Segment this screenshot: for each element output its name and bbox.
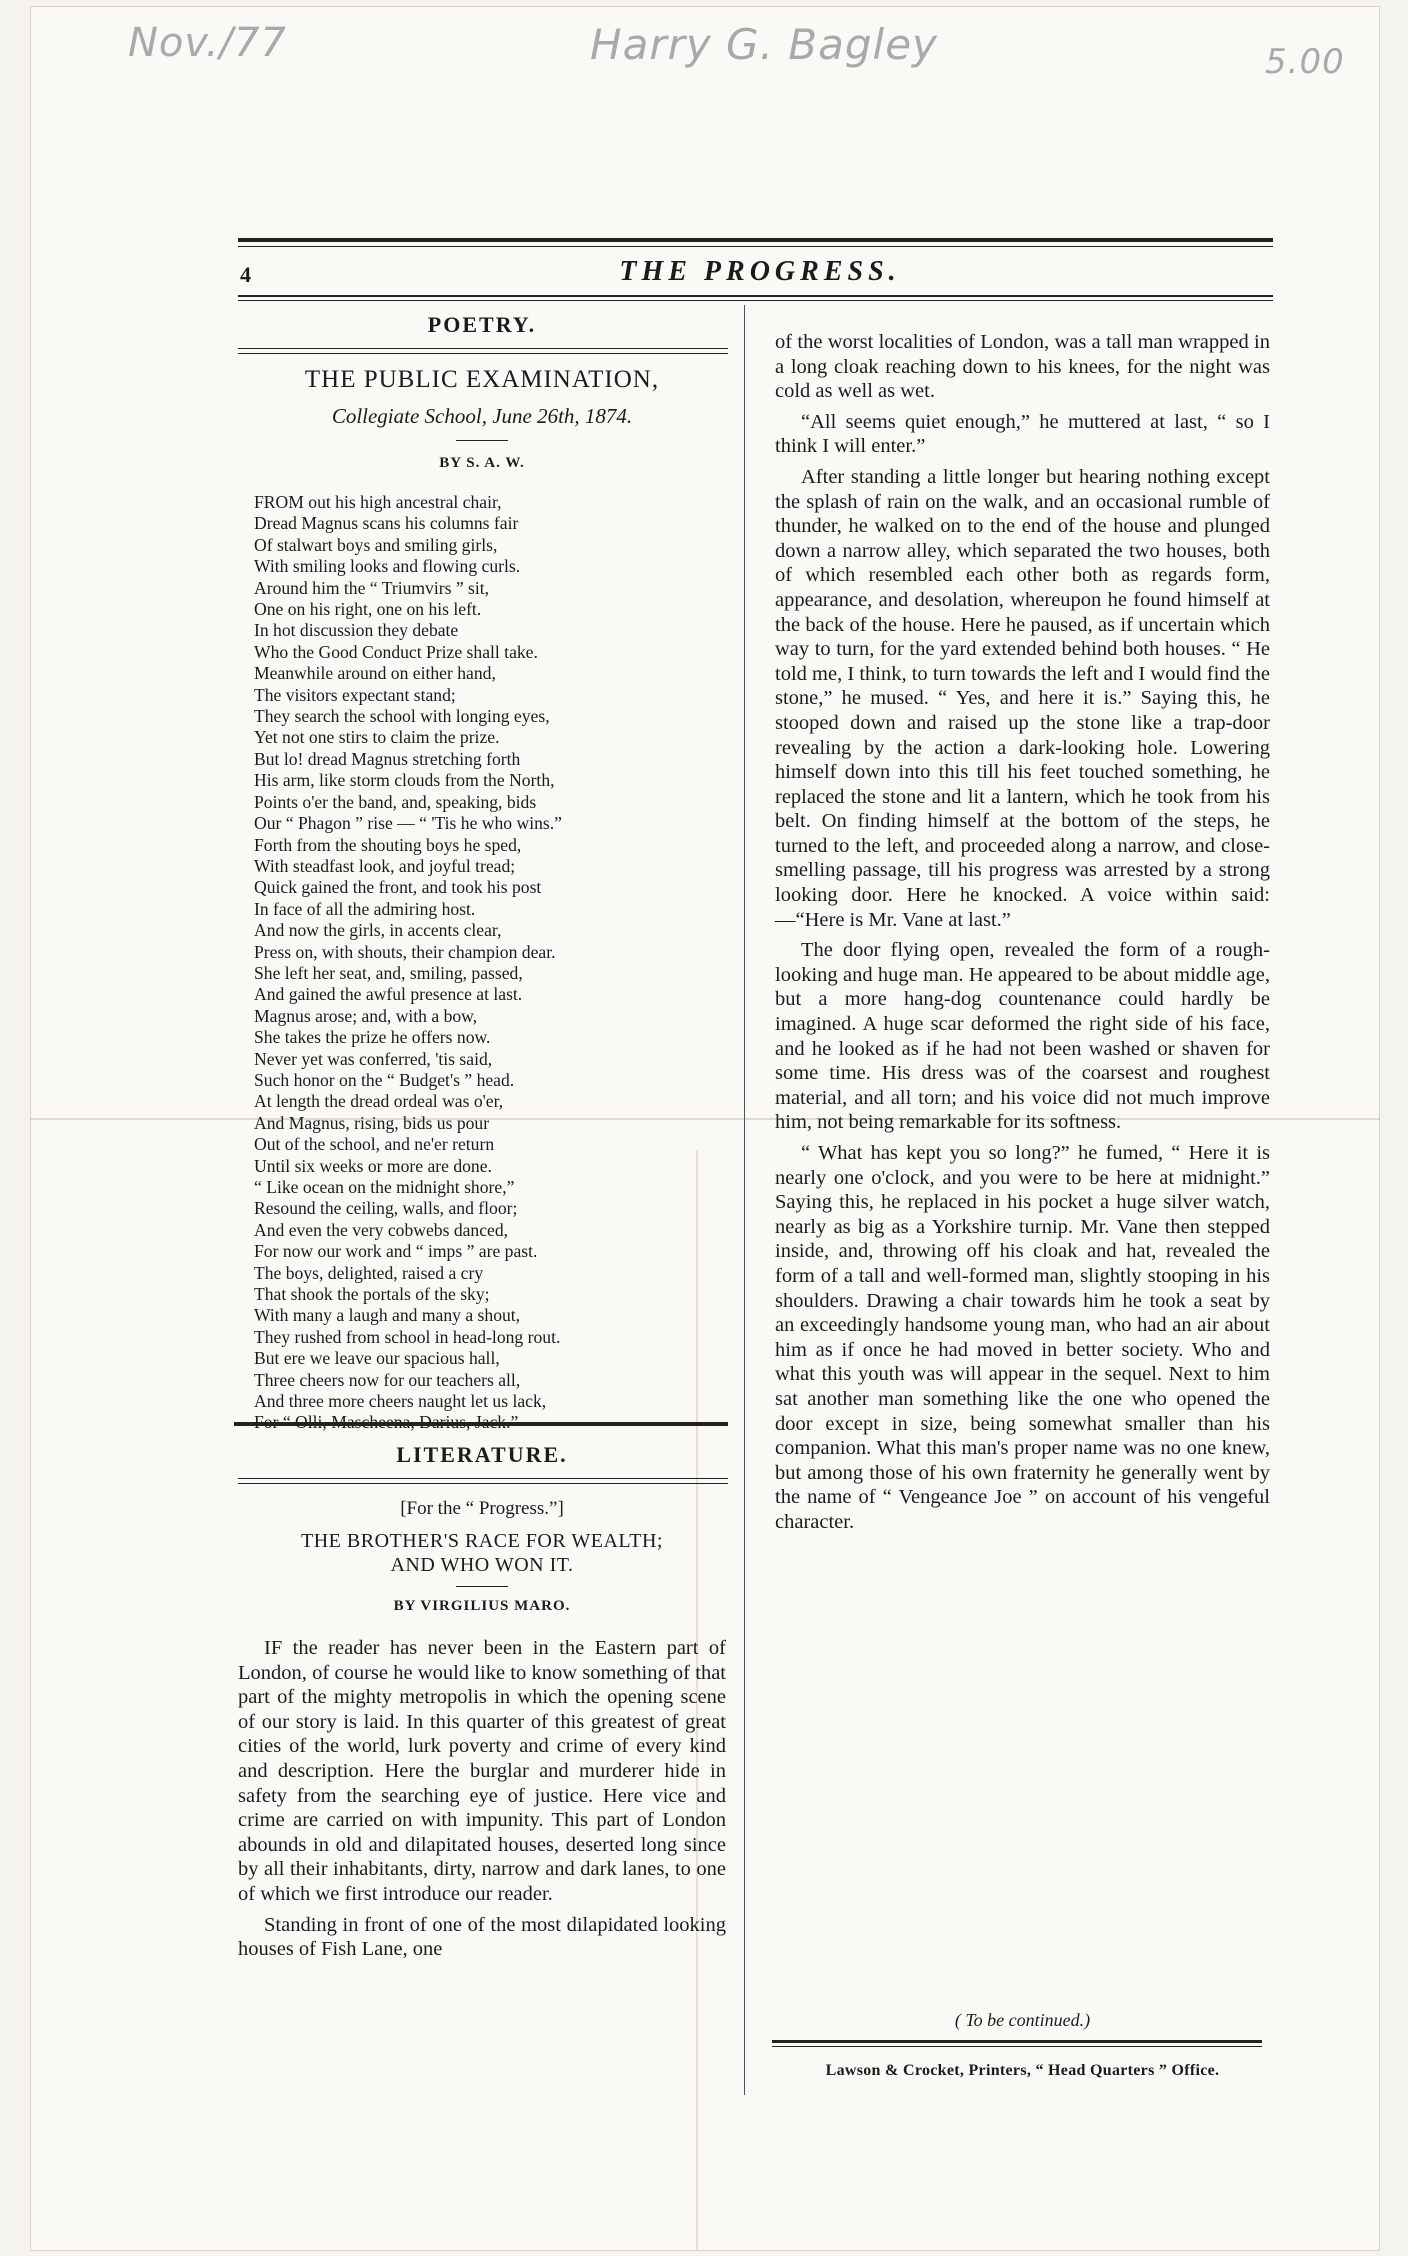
poem-line: One on his right, one on his left.: [254, 599, 482, 620]
poem-line: The visitors expectant stand;: [254, 684, 456, 705]
poem-line: And three more cheers naught let us lack,: [254, 1391, 547, 1412]
poetry-section: [236, 312, 728, 338]
poem-line: Forth from the shouting boys he sped,: [254, 834, 522, 855]
poem-line: Until six weeks or more are done.: [254, 1155, 492, 1176]
poem-line: Out of the school, and ne'er return: [254, 1134, 495, 1155]
poem-line: But ere we leave our spacious hall,: [254, 1348, 500, 1369]
printer-credit: Lawson & Crocket, Printers, “ Head Quarters ” Office.: [825, 2062, 1220, 2079]
poem-line: His arm, like storm clouds from the North,: [254, 770, 555, 791]
story-paragraph: Standing in front of one of the most dilapidated looking houses of Fish Lane, one: [238, 1913, 726, 1961]
masthead-bottom-rule-thin: [238, 300, 1273, 301]
poem-line: In hot discussion they debate: [254, 620, 459, 641]
footer-rule: [772, 2040, 1262, 2043]
story-title-line2: AND WHO WON IT.: [390, 1554, 574, 1576]
page-number: 4: [240, 262, 251, 287]
poem-line: Magnus arose; and, with a bow,: [254, 1005, 478, 1026]
poem-line: Yet not one stirs to claim the prize.: [254, 727, 500, 748]
literature-head-rule-2: [238, 1483, 728, 1484]
literature-heading: LITERATURE.: [396, 1442, 568, 1467]
masthead-bottom-rule: [238, 295, 1273, 297]
poem-line: Who the Good Conduct Prize shall take.: [254, 641, 538, 662]
poem-line: Around him the “ Triumvirs ” sit,: [254, 577, 490, 598]
poem-line: And even the very cobwebs danced,: [254, 1219, 509, 1240]
story-text-left: [238, 1636, 726, 1968]
story-paragraph: The door flying open, revealed the form of a rough-looking and huge man. He appeared to be about middle age, but a more hang-dog countenance could hardly be imagined. A huge scar deformed the right side of his face, and he looked as if he had not been washed or shaven for some time. His dress was of the coarsest and roughest material, and all torn; and his voice did not much improve him, not being remarkable for its softness.: [775, 939, 1270, 1134]
column-divider: [744, 305, 745, 2095]
story-title-line1: THE BROTHER'S RACE FOR WEALTH;: [301, 1530, 663, 1552]
poem-line: Points o'er the band, and, speaking, bids: [254, 791, 537, 812]
poem-line: Three cheers now for our teachers all,: [254, 1369, 521, 1390]
poem-line: Dread Magnus scans his columns fair: [254, 513, 519, 534]
poem-line: With smiling looks and flowing curls.: [254, 556, 521, 577]
story-paragraph: of the worst localities of London, was a tall man wrapped in a long cloak reaching down to his knees, for the night was cold as well as wet.: [775, 331, 1270, 403]
literature-head-rule: [238, 1478, 728, 1479]
poem-line: She left her seat, and, smiling, passed,: [254, 962, 523, 983]
poem-subtitle: Collegiate School, June 26th, 1874.: [331, 404, 633, 428]
poem-line: Our “ Phagon ” rise — “ 'Tis he who wins.”: [254, 813, 562, 834]
story-title-rule: [456, 1586, 508, 1587]
poem-line: She takes the prize he offers now.: [254, 1027, 491, 1048]
poem-title-rule: [456, 440, 508, 441]
handwritten-price: 5.00: [1265, 42, 1345, 82]
story-paragraph: “All seems quiet enough,” he muttered at last, “ so I think I will enter.”: [775, 410, 1270, 458]
literature-top-rule: [234, 1422, 728, 1426]
footer-rule-thin: [772, 2046, 1262, 2047]
story-paragraph: After standing a little longer but hearing nothing except the splash of rain on the walk, and an occasional rumble of thunder, he walked on to the end of the house and plunged down a narrow alley, which separated the two houses, both of which resembled each other both as regards form, appearance, and desolation, whereupon he found himself at the back of the house. Here he paused, as if uncertain which way to turn, for the yard extended behind both houses. “ He told me, I think, to turn towards the left and I would find the stone,” he mused. “ Yes, and here it is.” Saying this, he stooped down and raised up the stone like a trap-door revealing by the action a dark-looking hole. Lowering himself down into this till his feet touched something, he replaced the stone and lit a lantern, which he took from his belt. On finding himself at the bottom of the steps, he turned to the left, and proceeded along a narrow, and close-smelling passage, till his progress was arrested by a strong looking door. Here he knocked. A voice within said:—“Here is Mr. Vane at last.”: [775, 465, 1270, 931]
poem-line: Meanwhile around on either hand,: [254, 663, 496, 684]
story-note: [For the “ Progress.”]: [400, 1498, 564, 1519]
story-paragraph: “ What has kept you so long?” he fumed, “ Here it is nearly one o'clock, and you were to be here at midnight.” Saying this, he replaced in his pocket a huge silver watch, nearly as big as a Yorkshire turnip. Mr. Vane then stepped inside, and, throwing off his cloak and hat, revealed the form of a tall and well-formed man, slightly stooping in his shoulders. Drawing a chair towards him he took a seat by an exceedingly handsome young man, who had an air about him as if once he had moved in better society. Who and what this youth was will appear in the sequel. Next to him sat another man something like the one who opened the door except in size, being somewhat smaller than his companion. What this man's proper name was no one knew, but among those of his own fraternity he generally went by the name of “ Vengeance Joe ” on account of his vengeful character.: [775, 1142, 1270, 1533]
poem-line: And gained the awful presence at last.: [254, 984, 523, 1005]
poem-line: They rushed from school in head-long rout.: [254, 1326, 561, 1347]
poem-line: Resound the ceiling, walls, and floor;: [254, 1198, 518, 1219]
poem-line: Of stalwart boys and smiling girls,: [254, 534, 498, 555]
poem-line: FROM out his high ancestral chair,: [254, 492, 502, 512]
poem-line: And now the girls, in accents clear,: [254, 920, 502, 941]
poetry-head-rule: [238, 348, 728, 349]
poem-line: In face of all the admiring host.: [254, 898, 476, 919]
masthead-top-rule: [238, 238, 1273, 242]
to-be-continued: ( To be continued.): [954, 2010, 1091, 2030]
masthead-top-rule-thin: [238, 246, 1273, 247]
poem-line: That shook the portals of the sky;: [254, 1284, 490, 1305]
poem-line: With steadfast look, and joyful tread;: [254, 855, 516, 876]
poem-line: For now our work and “ imps ” are past.: [254, 1241, 538, 1262]
poem-line: With many a laugh and many a shout,: [254, 1305, 521, 1326]
poem-title: THE PUBLIC EXAMINATION,: [304, 366, 660, 393]
poem-body: [254, 492, 724, 1434]
masthead-title: THE PROGRESS.: [619, 256, 901, 287]
poem-line: The boys, delighted, raised a cry: [254, 1262, 484, 1283]
story-text-right: [775, 330, 1270, 1541]
poem-line: Press on, with shouts, their champion dear.: [254, 941, 556, 962]
poem-line: “ Like ocean on the midnight shore,”: [254, 1177, 515, 1197]
poem-line: At length the dread ordeal was o'er,: [254, 1091, 504, 1112]
poem-line: Never yet was conferred, 'tis said,: [254, 1048, 493, 1069]
story-byline: BY VIRGILIUS MARO.: [393, 1598, 571, 1614]
handwritten-name: Harry G. Bagley: [590, 20, 938, 69]
poem-line: They search the school with longing eyes,: [254, 706, 550, 727]
handwritten-date: Nov./77: [128, 20, 287, 66]
story-paragraph: IF the reader has never been in the Eastern part of London, of course he would like to know something of that part of the mighty metropolis in which the opening scene of our story is laid. In this quarter of this greatest of great cities of the world, lurk poverty and crime of every kind and description. Here the burglar and murderer hide in safety from the searching eye of justice. Here vice and crime are carried on with impunity. This part of London abounds in old and dilapitated houses, deserted long since by all their inhabitants, dirty, narrow and dark lanes, to one of which we first introduce our reader.: [238, 1637, 726, 1905]
poem-line: And Magnus, rising, bids us pour: [254, 1112, 490, 1133]
poem-line: But lo! dread Magnus stretching forth: [254, 748, 521, 769]
poetry-heading: POETRY.: [427, 312, 537, 337]
poetry-head-rule-2: [238, 353, 728, 354]
poem-line: Such honor on the “ Budget's ” head.: [254, 1069, 515, 1090]
poem-byline: BY S. A. W.: [439, 455, 525, 471]
poem-line: Quick gained the front, and took his post: [254, 877, 542, 898]
